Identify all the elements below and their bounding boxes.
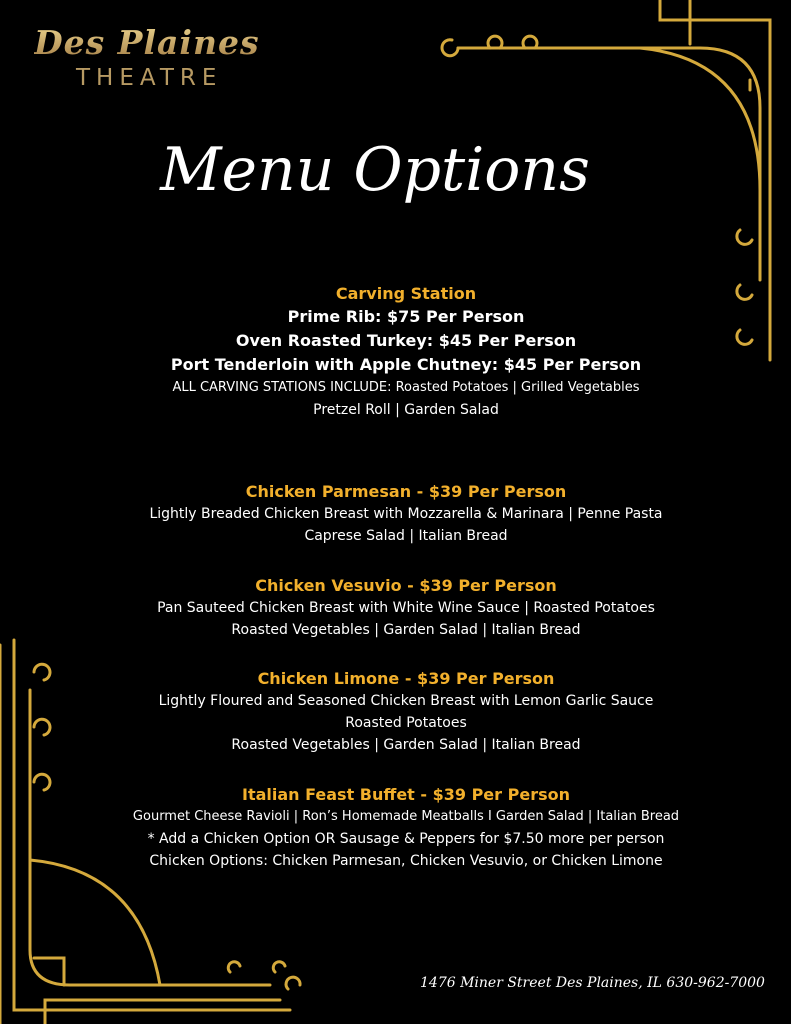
section-line: Gourmet Cheese Ravioli | Ron’s Homemade Meatballs I Garden Salad | Italian Bread [132,809,680,824]
carving-includes: ALL CARVING STATIONS INCLUDE: Roasted Potatoes | Grilled Vegetables [172,380,640,395]
carving-station-section [30,283,782,421]
menu-section-chicken-vesuvio [30,575,782,641]
section-line: Lightly Breaded Chicken Breast with Mozzarella & Marinara | Penne Pasta [149,506,663,522]
carving-heading: Carving Station [335,284,477,303]
carving-item: Oven Roasted Turkey: $45 Per Person [235,331,577,350]
section-line: Chicken Options: Chicken Parmesan, Chicken Vesuvio, or Chicken Limone [149,853,663,869]
address-phone-footer: 1476 Miner Street Des Plaines, IL 630-962-7000 [420,975,765,991]
section-line: Caprese Salad | Italian Bread [304,528,508,544]
section-line: Roasted Potatoes [345,715,467,731]
section-heading: Chicken Vesuvio - $39 Per Person [255,576,557,595]
section-line: Lightly Floured and Seasoned Chicken Breast with Lemon Garlic Sauce [158,693,654,709]
logo-script: Des Plaines [34,26,294,59]
section-heading: Chicken Parmesan - $39 Per Person [245,482,567,501]
page-title: Menu Options [160,135,590,205]
carving-item: Prime Rib: $75 Per Person [287,307,525,326]
carving-item: Port Tenderloin with Apple Chutney: $45 Per Person [170,355,642,374]
section-heading: Italian Feast Buffet - $39 Per Person [241,785,570,804]
menu-section-chicken-limone [30,668,782,756]
section-line: Pan Sauteed Chicken Breast with White Wine Sauce | Roasted Potatoes [157,600,655,616]
section-heading: Chicken Limone - $39 Per Person [257,669,555,688]
menu-section-chicken-parmesan [30,481,782,547]
logo-subtitle: THEATRE [76,65,223,91]
menu-section-italian-feast [30,784,782,872]
theatre-logo [34,23,294,91]
carving-includes: Pretzel Roll | Garden Salad [313,402,499,418]
section-line: * Add a Chicken Option OR Sausage & Peppers for $7.50 more per person [147,831,665,847]
section-line: Roasted Vegetables | Garden Salad | Italian Bread [231,737,581,753]
section-line: Roasted Vegetables | Garden Salad | Italian Bread [231,622,581,638]
